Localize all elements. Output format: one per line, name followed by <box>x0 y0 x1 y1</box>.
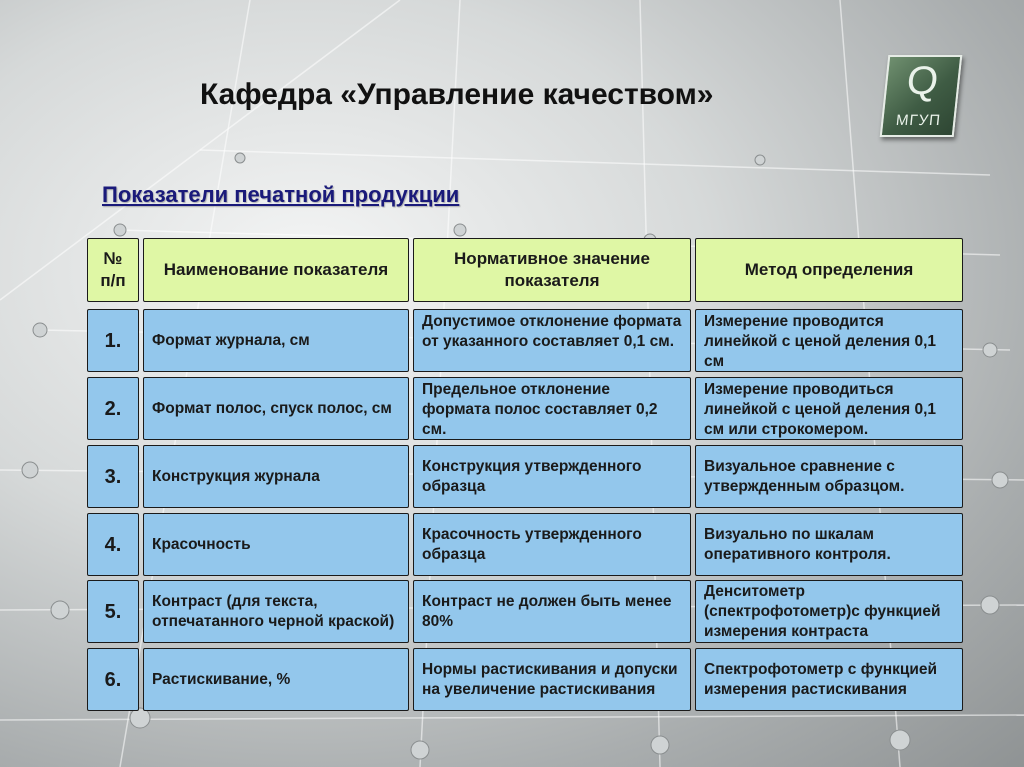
row-5-number: 5. <box>87 580 139 643</box>
header-method: Метод определения <box>695 238 963 302</box>
header-norm: Нормативное значение показателя <box>413 238 691 302</box>
row-6-norm: Нормы растискивания и допуски на увеличение растискивания <box>413 648 691 711</box>
row-6-number: 6. <box>87 648 139 711</box>
row-1-method: Измерение проводится линейкой с ценой деления 0,1 см <box>695 309 963 372</box>
row-1-norm: Допустимое отклонение формата от указанного составляет 0,1 см. <box>413 309 691 372</box>
row-1-name: Формат журнала, см <box>143 309 409 372</box>
row-4-number: 4. <box>87 513 139 576</box>
row-5-norm: Контраст не должен быть менее 80% <box>413 580 691 643</box>
logo <box>880 55 963 137</box>
row-5-method: Денситометр (спектрофотометр)с функцией измерения контраста <box>695 580 963 643</box>
section-subtitle: Показатели печатной продукции <box>102 182 460 207</box>
row-3-name: Конструкция журнала <box>143 445 409 508</box>
row-2-norm: Предельное отклонение формата полос составляет 0,2 см. <box>413 377 691 440</box>
row-4-name: Красочность <box>143 513 409 576</box>
row-4-method: Визуально по шкалам оперативного контроля. <box>695 513 963 576</box>
logo-text: МГУП <box>895 112 942 129</box>
row-2-method: Измерение проводиться линейкой с ценой деления 0,1 см или строкомером. <box>695 377 963 440</box>
header-number: № п/п <box>87 238 139 302</box>
logo-letter: Q <box>904 59 941 103</box>
row-6-name: Растискивание, % <box>143 648 409 711</box>
header-name: Наименование показателя <box>143 238 409 302</box>
row-2-number: 2. <box>87 377 139 440</box>
row-3-method: Визуальное сравнение с утвержденным образцом. <box>695 445 963 508</box>
page-title: Кафедра «Управление качеством» <box>200 78 714 111</box>
row-5-name: Контраст (для текста, отпечатанного черной краской) <box>143 580 409 643</box>
row-3-norm: Конструкция утвержденного образца <box>413 445 691 508</box>
row-4-norm: Красочность утвержденного образца <box>413 513 691 576</box>
row-1-number: 1. <box>87 309 139 372</box>
row-6-method: Спектрофотометр с функцией измерения растискивания <box>695 648 963 711</box>
row-2-name: Формат полос, спуск полос, см <box>143 377 409 440</box>
row-3-number: 3. <box>87 445 139 508</box>
